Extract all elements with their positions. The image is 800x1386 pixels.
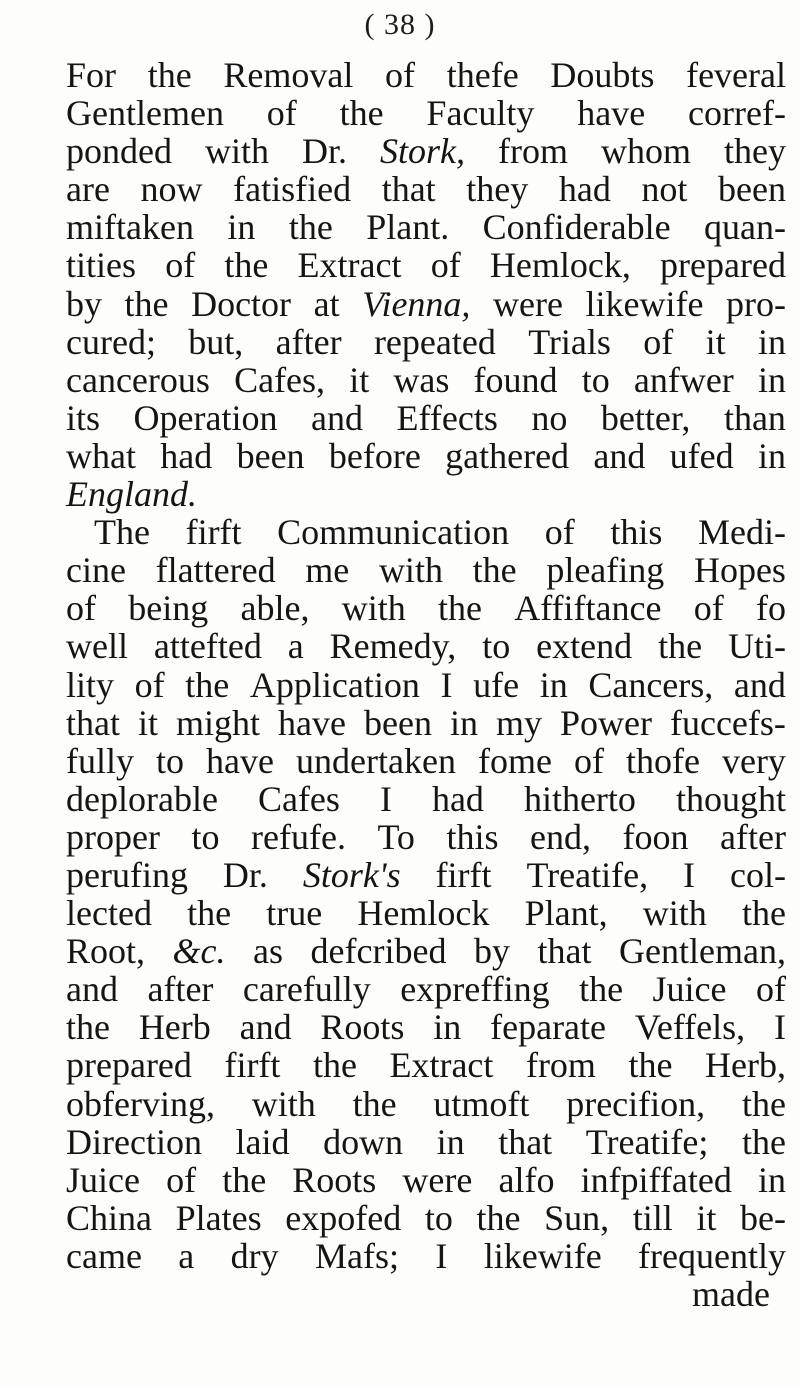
word: its <box>66 397 101 438</box>
text-line <box>66 170 786 208</box>
word: are <box>66 169 110 210</box>
word: from <box>498 131 568 172</box>
word: alfo <box>498 1159 555 1200</box>
word: gathered <box>445 435 570 476</box>
word: and <box>593 435 646 476</box>
word: that <box>381 169 436 210</box>
word: better, <box>600 397 691 438</box>
word: feveral <box>686 55 786 95</box>
word: Cafes, <box>234 359 326 400</box>
word: in <box>227 207 256 248</box>
word: Vienna, <box>362 283 471 324</box>
word: they <box>723 131 786 172</box>
word: the <box>437 588 482 629</box>
word: Hopes <box>693 550 786 591</box>
word: Removal <box>223 55 354 95</box>
text-line <box>66 856 786 894</box>
word: extend <box>536 626 633 667</box>
word: Effects <box>396 397 498 438</box>
word: pleafing <box>546 550 665 591</box>
word: of <box>165 245 196 286</box>
word: firft <box>224 1045 281 1086</box>
word: that <box>498 1121 553 1162</box>
word: I <box>683 854 696 895</box>
word: Stork, <box>380 131 465 172</box>
word: had <box>431 778 484 819</box>
word: deplorable <box>66 778 218 819</box>
word: Cancers, <box>588 664 714 705</box>
word: the <box>658 626 703 667</box>
word: and <box>311 397 364 438</box>
word: ufe <box>473 664 520 705</box>
word: of <box>134 664 165 705</box>
word: to <box>424 1197 453 1238</box>
word: to <box>482 626 511 667</box>
word: the <box>288 207 333 248</box>
word: what <box>66 435 136 476</box>
word: pro- <box>725 283 786 324</box>
word: the <box>124 283 169 324</box>
word: the <box>741 1121 786 1162</box>
text-line <box>66 704 786 742</box>
word: came <box>66 1235 142 1276</box>
word: whom <box>600 131 691 172</box>
text-line <box>66 1008 786 1046</box>
word: at <box>313 283 340 324</box>
word: prepared <box>66 1045 192 1086</box>
word: Herb, <box>704 1045 786 1086</box>
catchword-line <box>66 1275 786 1313</box>
word: the <box>472 550 517 591</box>
word: of <box>385 55 416 95</box>
word: Treatife, <box>526 854 649 895</box>
word: of <box>66 588 96 629</box>
text-line <box>66 475 786 513</box>
word: my <box>495 702 542 743</box>
page-number: ( 38 ) <box>364 8 436 41</box>
word: Operation <box>133 397 278 438</box>
text-line <box>66 94 786 132</box>
word: and <box>733 664 786 705</box>
text-line <box>66 513 786 551</box>
word: Stork's <box>302 854 401 895</box>
text-line <box>66 1046 786 1084</box>
word: Veffels, <box>634 1007 746 1048</box>
word: and <box>66 969 118 1010</box>
text-line <box>66 894 786 932</box>
word: precifion, <box>566 1083 706 1124</box>
word: Faculty <box>426 93 535 134</box>
word: ufed <box>669 435 734 476</box>
word: I <box>440 664 453 705</box>
word: the <box>147 55 192 95</box>
word: Plant. <box>366 207 450 248</box>
text-line <box>66 132 786 170</box>
word: cured; <box>66 321 156 362</box>
word: To <box>377 816 415 857</box>
word: a <box>178 1235 195 1276</box>
word: expofed <box>285 1197 402 1238</box>
body-text <box>66 56 786 1313</box>
word: able, <box>240 588 310 629</box>
word: obferving, <box>66 1083 215 1124</box>
word: to <box>581 359 610 400</box>
word: the <box>339 93 384 134</box>
word: Hemlock, <box>489 245 631 286</box>
word: Hemlock <box>357 893 490 934</box>
word: refufe. <box>251 816 346 857</box>
word: Communication <box>277 512 510 553</box>
word: defcribed <box>310 931 447 972</box>
word: in <box>433 1007 462 1048</box>
word: ponded <box>66 131 172 172</box>
word: with <box>204 131 269 172</box>
word: &c. <box>172 931 226 972</box>
text-line <box>66 246 786 284</box>
word: have <box>577 93 646 134</box>
word: Doubts <box>550 55 655 95</box>
word: cine <box>66 550 126 591</box>
word: laid <box>235 1121 290 1162</box>
word: Dr. <box>302 131 347 172</box>
word: that <box>66 702 120 743</box>
word: in <box>436 1121 465 1162</box>
word: quan- <box>704 207 786 248</box>
word: well <box>66 626 128 667</box>
word: Roots <box>320 1007 405 1048</box>
word: proper <box>66 816 160 857</box>
word: by <box>66 283 102 324</box>
word: anfwer <box>633 359 734 400</box>
word: the <box>312 1045 357 1086</box>
word: before <box>328 435 421 476</box>
word: likewife <box>483 1235 602 1276</box>
word: China <box>66 1197 152 1238</box>
word: the <box>628 1045 673 1086</box>
word: Juice <box>652 969 727 1010</box>
text-line <box>66 56 786 94</box>
word: they <box>466 169 529 210</box>
text-line <box>66 970 786 1008</box>
word: might <box>176 702 261 743</box>
word: had <box>160 435 213 476</box>
word: the <box>476 1197 521 1238</box>
word: found <box>473 359 558 400</box>
word: true <box>266 893 323 934</box>
word: end, <box>529 816 591 857</box>
word: prepared <box>660 245 786 286</box>
word: as <box>253 931 284 972</box>
word: this <box>446 816 499 857</box>
word: Trials <box>528 321 611 362</box>
word: of <box>430 245 461 286</box>
word: in <box>757 321 786 362</box>
word: after <box>720 816 786 857</box>
text-line <box>66 551 786 589</box>
word: I <box>379 778 392 819</box>
text-line <box>66 208 786 246</box>
word: I <box>774 1007 786 1048</box>
word: col- <box>730 854 786 895</box>
word: and <box>239 1007 292 1048</box>
text-line <box>66 1237 786 1275</box>
word: utmoft <box>433 1083 530 1124</box>
text-line <box>66 818 786 856</box>
word: Extract <box>297 245 402 286</box>
word: Root, <box>66 931 146 972</box>
word: frequently <box>638 1235 786 1276</box>
word: Plates <box>175 1197 262 1238</box>
text-line <box>66 399 786 437</box>
word: the <box>66 1007 110 1048</box>
word: attefted <box>153 626 262 667</box>
word: For <box>66 55 117 95</box>
word: flattered <box>155 550 276 591</box>
word: of <box>693 588 724 629</box>
word: fatisfied <box>233 169 352 210</box>
word: perufing <box>66 854 188 895</box>
word: the <box>185 664 230 705</box>
word: fuccefs- <box>669 702 786 743</box>
word: Affiftance <box>514 588 662 629</box>
word: in <box>757 1159 786 1200</box>
word: were <box>402 1159 473 1200</box>
word: of <box>643 321 674 362</box>
word: the <box>187 893 232 934</box>
word: in <box>539 664 568 705</box>
word: by <box>473 931 510 972</box>
word: in <box>757 435 786 476</box>
word: Confiderable <box>482 207 671 248</box>
word: Power <box>559 702 652 743</box>
word: now <box>140 169 203 210</box>
word: miftaken <box>66 207 194 248</box>
word: it <box>696 1197 717 1238</box>
word: thought <box>675 778 786 819</box>
word: firft <box>435 854 492 895</box>
word: with <box>378 550 443 591</box>
word: to <box>191 816 220 857</box>
word: the <box>579 969 624 1010</box>
word: with <box>642 893 707 934</box>
word: the <box>741 893 786 934</box>
word: of <box>166 1159 197 1200</box>
word: with <box>341 588 406 629</box>
word: it <box>137 702 158 743</box>
word: it <box>705 321 726 362</box>
word: lected <box>66 893 152 934</box>
text-line <box>66 1085 786 1123</box>
text-line <box>66 589 786 627</box>
word: than <box>723 397 786 438</box>
word: dry <box>230 1235 279 1276</box>
word: till <box>632 1197 673 1238</box>
word: Roots <box>292 1159 377 1200</box>
text-line <box>66 627 786 665</box>
word: thefe <box>446 55 519 95</box>
word: undertaken <box>296 740 456 781</box>
word: down <box>323 1121 404 1162</box>
word: in <box>757 359 786 400</box>
word: Medi- <box>697 512 786 553</box>
word: of <box>573 740 604 781</box>
word: the <box>224 245 269 286</box>
word: Extract <box>389 1045 494 1086</box>
word: infpiffated <box>580 1159 732 1200</box>
word: after <box>147 969 214 1010</box>
word: Uti- <box>727 626 786 667</box>
word: a <box>287 626 304 667</box>
text-line <box>66 666 786 704</box>
word: to <box>156 740 185 781</box>
word: Cafes <box>257 778 340 819</box>
word: England. <box>66 474 197 515</box>
word: the <box>741 1083 786 1124</box>
word: that <box>537 931 592 972</box>
word: Gentleman, <box>619 931 786 972</box>
word: had <box>558 169 611 210</box>
word: Plant, <box>524 893 608 934</box>
word: repeated <box>373 321 496 362</box>
word: expreffing <box>400 969 550 1010</box>
word: of <box>544 512 575 553</box>
word: corref- <box>688 93 786 134</box>
text-line <box>66 285 786 323</box>
word: were <box>492 283 563 324</box>
word: been <box>236 435 305 476</box>
word: me <box>305 550 350 591</box>
word: Treatife; <box>585 1121 709 1162</box>
text-line <box>66 437 786 475</box>
word: the <box>352 1083 397 1124</box>
word: The <box>94 512 150 553</box>
word: fome <box>477 740 552 781</box>
text-line <box>66 1199 786 1237</box>
word: foon <box>622 816 689 857</box>
word: of <box>266 93 297 134</box>
text-line <box>66 323 786 361</box>
word: Sun, <box>544 1197 610 1238</box>
word: Remedy, <box>329 626 457 667</box>
word: was <box>393 359 450 400</box>
word: in <box>449 702 478 743</box>
word: Application <box>249 664 420 705</box>
word: it <box>349 359 370 400</box>
word: no <box>531 397 568 438</box>
word: not <box>641 169 688 210</box>
word: of <box>755 969 786 1010</box>
word: Doctor <box>191 283 292 324</box>
word: be- <box>740 1197 786 1238</box>
word: from <box>525 1045 596 1086</box>
catchword: made <box>692 1274 770 1314</box>
word: after <box>275 321 342 362</box>
word: have <box>278 702 346 743</box>
word: being <box>128 588 209 629</box>
word: fully <box>66 740 134 781</box>
text-line <box>66 932 786 970</box>
word: tities <box>66 245 136 286</box>
word: the <box>222 1159 267 1200</box>
text-line <box>66 1123 786 1161</box>
word: carefully <box>242 969 371 1010</box>
word: I <box>435 1235 448 1276</box>
word: very <box>721 740 786 781</box>
word: cancerous <box>66 359 210 400</box>
word: firft <box>185 512 242 553</box>
word: Dr. <box>222 854 268 895</box>
text-line <box>66 361 786 399</box>
word: with <box>251 1083 316 1124</box>
word: Herb <box>138 1007 211 1048</box>
word: lity <box>66 664 115 705</box>
word: Gentlemen <box>66 93 224 134</box>
word: fo <box>755 588 786 629</box>
text-line <box>66 1161 786 1199</box>
word: Direction <box>66 1121 202 1162</box>
word: likewife <box>585 283 704 324</box>
word: thofe <box>625 740 700 781</box>
word: feparate <box>490 1007 607 1048</box>
word: but, <box>188 321 244 362</box>
word: been <box>718 169 786 210</box>
word: hitherto <box>523 778 636 819</box>
word: been <box>363 702 432 743</box>
word: have <box>206 740 275 781</box>
text-line <box>66 780 786 818</box>
word: Juice <box>66 1159 140 1200</box>
text-line <box>66 742 786 780</box>
word: this <box>610 512 663 553</box>
word: Mafs; <box>315 1235 399 1276</box>
